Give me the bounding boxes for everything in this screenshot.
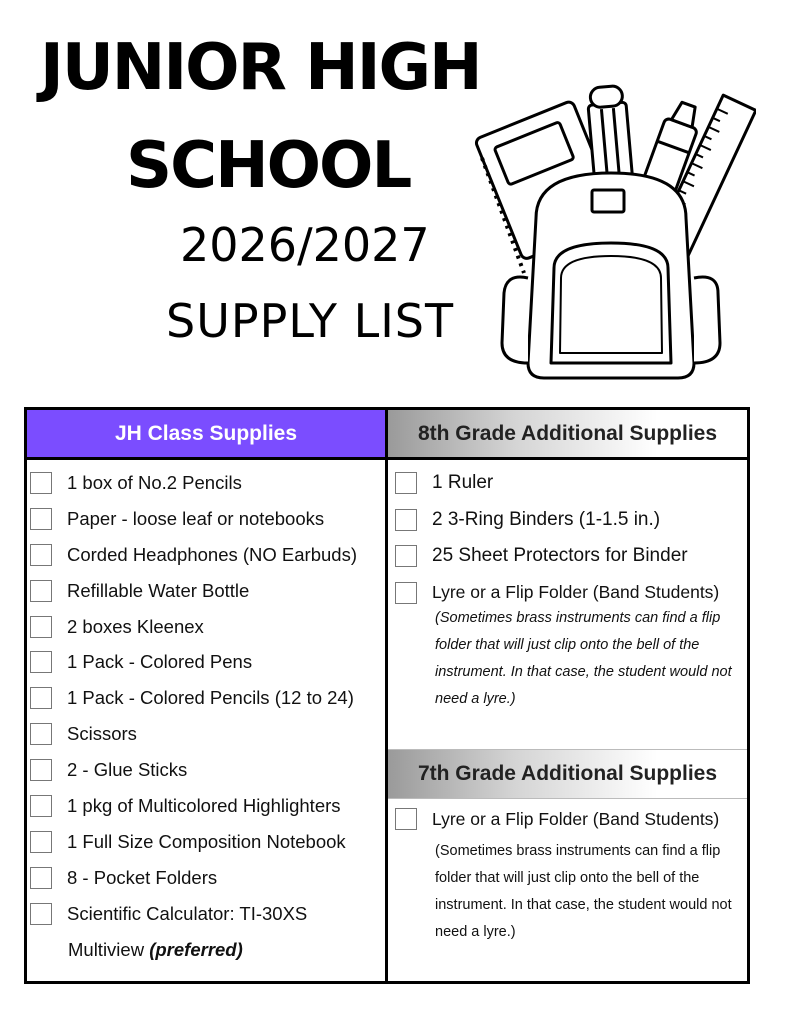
list-item: 2 boxes Kleenex (30, 609, 382, 645)
checkbox[interactable] (30, 544, 52, 566)
list-item: 1 Ruler (395, 465, 745, 502)
list-item: 1 Pack - Colored Pencils (12 to 24) (30, 680, 382, 716)
list-item: 1 box of No.2 Pencils (30, 465, 382, 501)
list-item: 25 Sheet Protectors for Binder (395, 538, 745, 575)
grade8-band-note: (Sometimes brass instruments can find a flip folder that will just clip onto the bell of the instrument. In that case, the student would not need a lyre.) (435, 610, 732, 707)
preferred-note: (preferred) (149, 938, 243, 960)
list-item: 2 3-Ring Binders (1-1.5 in.) (395, 502, 745, 539)
supply-table (24, 407, 750, 984)
school-year: 2026/2027 (180, 218, 430, 272)
grade7-heading: 7th Grade Additional Supplies (388, 749, 747, 799)
checkbox[interactable] (30, 831, 52, 853)
checkbox[interactable] (30, 616, 52, 638)
list-item: 1 Full Size Composition Notebook (30, 824, 382, 860)
list-item: 2 - Glue Sticks (30, 752, 382, 788)
checkbox[interactable] (395, 808, 417, 830)
checkbox[interactable] (395, 545, 417, 567)
list-item: Scientific Calculator: TI-30XS (30, 896, 382, 932)
list-item: 8 - Pocket Folders (30, 860, 382, 896)
list-item: Refillable Water Bottle (30, 573, 382, 609)
list-item: Scissors (30, 716, 382, 752)
checkbox[interactable] (395, 509, 417, 531)
checkbox[interactable] (30, 795, 52, 817)
checkbox[interactable] (395, 472, 417, 494)
list-item: Corded Headphones (NO Earbuds) (30, 537, 382, 573)
jh-class-supplies-heading: JH Class Supplies (27, 410, 385, 460)
grade8-supply-list (395, 465, 745, 611)
checkbox[interactable] (30, 508, 52, 530)
checkbox[interactable] (30, 723, 52, 745)
title-line-2: SCHOOL (126, 129, 411, 203)
checkbox[interactable] (30, 867, 52, 889)
checkbox[interactable] (395, 582, 417, 604)
jh-supply-list (30, 465, 382, 967)
supply-list-subtitle: SUPPLY LIST (166, 294, 455, 348)
checkbox[interactable] (30, 580, 52, 602)
list-item: 1 Pack - Colored Pens (30, 644, 382, 680)
checkbox[interactable] (30, 759, 52, 781)
grade7-list-item: Lyre or a Flip Folder (Band Students) (395, 808, 719, 830)
checkbox[interactable] (30, 903, 52, 925)
grade8-heading: 8th Grade Additional Supplies (388, 410, 747, 460)
backpack-icon (466, 78, 756, 398)
list-item: Paper - loose leaf or notebooks (30, 501, 382, 537)
grade7-band-note: (Sometimes brass instruments can find a flip folder that will just clip onto the bell of the instrument. In that case, the student would not need a lyre.) (435, 843, 732, 940)
checkbox[interactable] (30, 651, 52, 673)
list-item: Lyre or a Flip Folder (Band Students) (395, 575, 745, 612)
list-item: 1 pkg of Multicolored Highlighters (30, 788, 382, 824)
column-divider (385, 410, 388, 981)
list-item-continuation: Multiview (preferred) (68, 938, 243, 960)
checkbox[interactable] (30, 687, 52, 709)
title-line-1: JUNIOR HIGH (40, 31, 481, 105)
checkbox[interactable] (30, 472, 52, 494)
